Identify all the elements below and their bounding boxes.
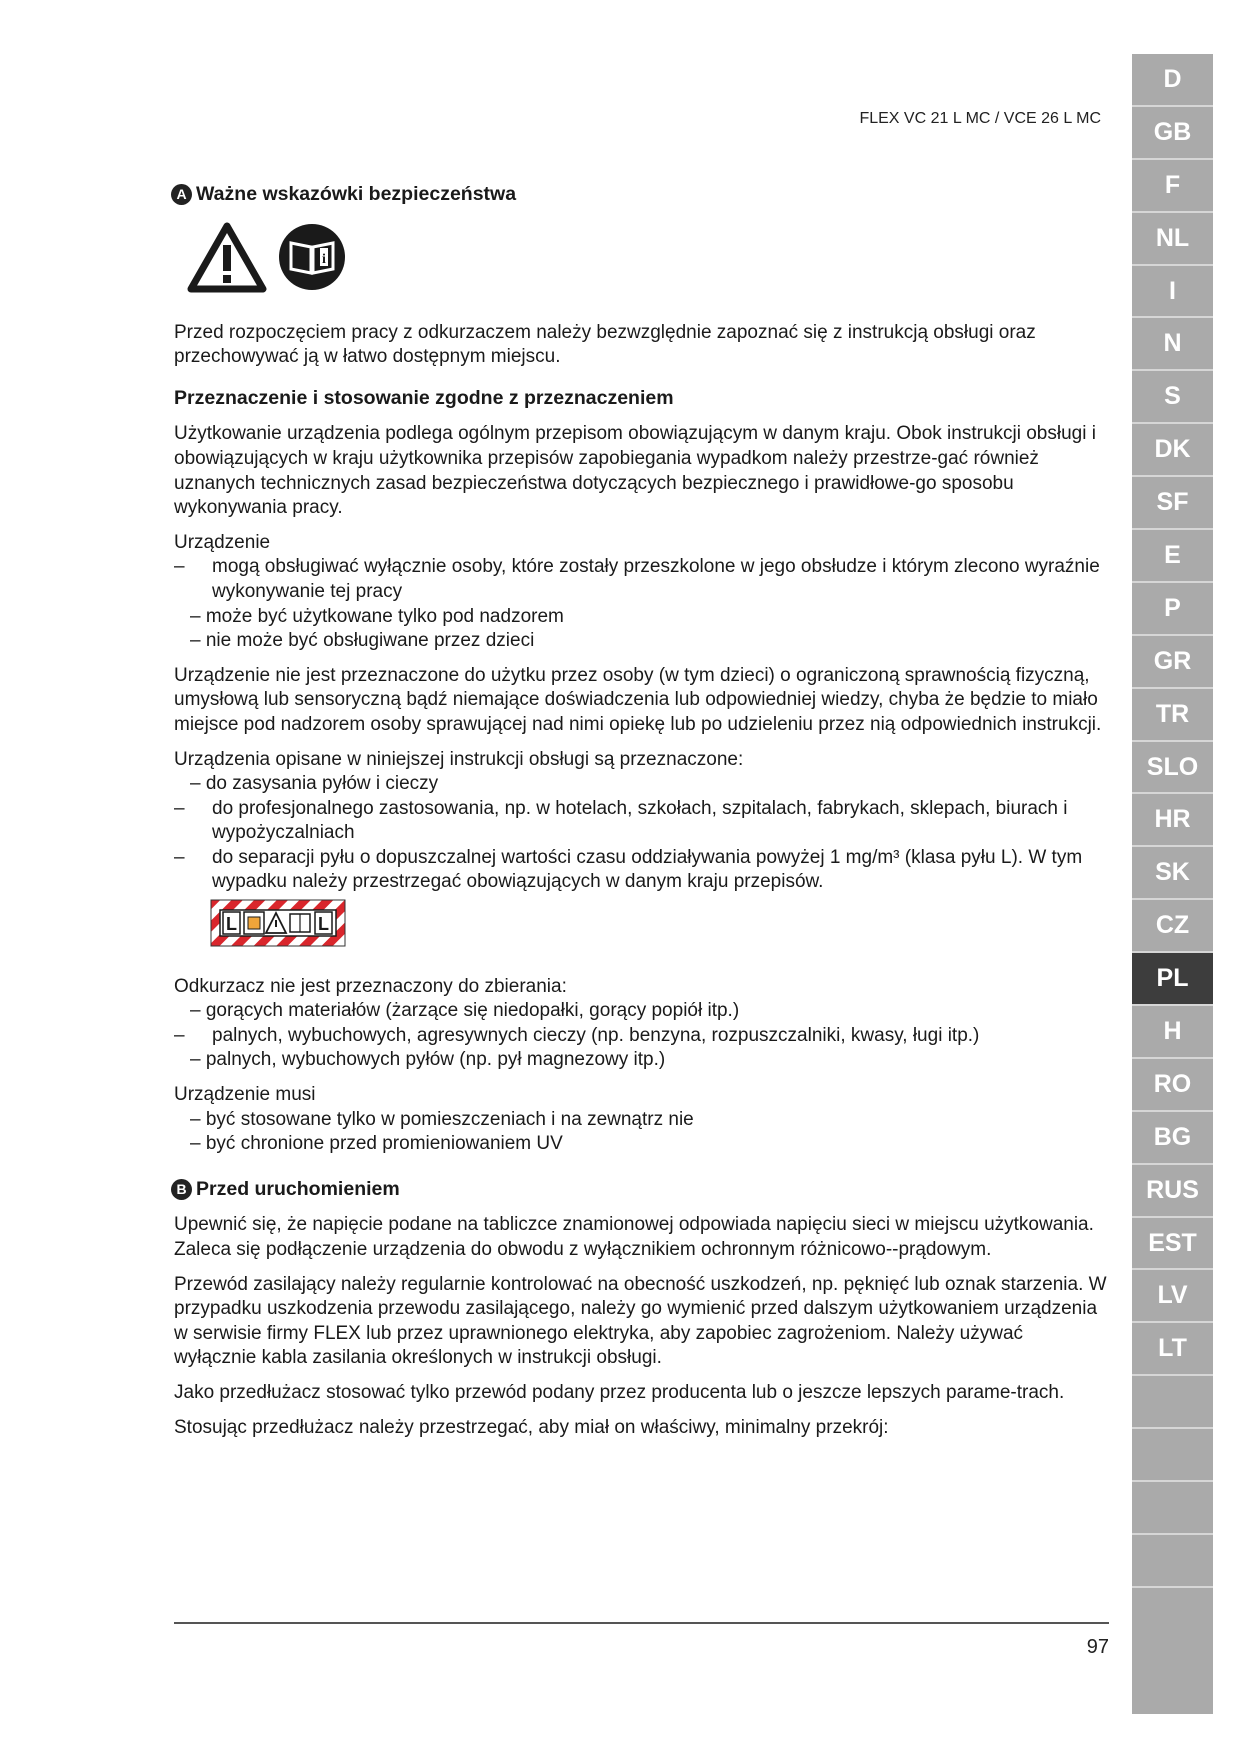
tab-lang-s[interactable]: S [1132,371,1213,424]
device-must [174,1083,1109,1157]
dust-class-letter-left: L [226,914,237,935]
intro-paragraph: Przed rozpoczęciem pracy z odkurzaczem należy bezwzględnie zapoznać się z instrukcją obsługi oraz przechowywać ją w łatwo dostępnym miejscu. [174,321,1036,368]
tab-lang-p[interactable]: P [1132,583,1213,636]
extension-cord-paragraph: Jako przedłużacz stosować tylko przewód podany przez producenta lub o jeszcze lepszych parame-trach. [174,1381,1065,1403]
main-content [174,182,1109,1450]
device-must-intro: Urządzenie musi [174,1084,316,1106]
section-a-title: Ważne wskazówki bezpieczeństwa [196,183,517,205]
list-item: – do profesjonalnego zastosowania, np. w hotelach, szkołach, szpitalach, fabrykach, sklepach, biurach i wypożyczalniach [174,797,1068,844]
tab-empty [1132,1376,1213,1429]
operator-requirements [174,531,1109,654]
tab-lang-n[interactable]: N [1132,318,1213,371]
dust-class-l-icon [210,899,346,947]
list-item: – być chronione przed promieniowaniem UV [190,1133,563,1155]
list-item: – palnych, wybuchowych, agresywnych cieczy (np. benzyna, rozpuszczalniki, kwasy, ługi itp.) [174,1024,980,1046]
tab-lang-tr[interactable]: TR [1132,689,1213,742]
tab-empty [1132,1429,1213,1482]
tab-lang-sf[interactable]: SF [1132,477,1213,530]
tab-lang-i[interactable]: I [1132,266,1213,319]
not-intended-uses [174,975,1109,1073]
tab-lang-dk[interactable]: DK [1132,424,1213,477]
tab-lang-d[interactable]: D [1132,54,1213,107]
tab-lang-est[interactable]: EST [1132,1218,1213,1271]
intended-uses [174,748,1109,896]
list-item: – palnych, wybuchowych pyłów (np. pył magnezowy itp.) [190,1049,666,1071]
page-number: 97 [1086,1636,1109,1658]
safety-icons [186,221,1109,293]
tab-lang-bg[interactable]: BG [1132,1112,1213,1165]
tab-lang-sk[interactable]: SK [1132,847,1213,900]
list-item: – mogą obsługiwać wyłącznie osoby, które zostały przeszkolone w jego obsłudze i którym zlecono wyraźnie wykonywanie tej pracy [174,556,1100,602]
tab-lang-cz[interactable]: CZ [1132,900,1213,953]
tab-lang-h[interactable]: H [1132,1006,1213,1059]
general-regulations-paragraph: Użytkowanie urządzenia podlega ogólnym przepisom obowiązującym w danym kraju. Obok instrukcji obsługi i obowiązujących w kraju użytkownika przepisów zapobiegania wypadkom należy przestrze-gać również uznanych technicznych zasad bezpieczeństwa dotyczących bezpiecznego i prawidłowe-go sposobu wykonywania pracy. [174,423,1096,519]
list-item: – do zasysania pyłów i cieczy [190,773,439,795]
section-a-heading [174,182,1109,207]
tab-lang-e[interactable]: E [1132,530,1213,583]
dust-class-l-label [210,899,1109,955]
restricted-persons-paragraph: Urządzenie nie jest przeznaczone do użytku przez osoby (w tym dzieci) o ograniczoną sprawnością fizyczną, umysłową lub sensoryczną bądź niemające doświadczenia lub odpowiedniej wiedzy, chyba że będzie to miało miejsce pod nadzorem osoby sprawującej nad nimi opiekę lub po udzieleniu przez nią odpowiednich instrukcji. [174,664,1102,735]
svg-text:i: i [322,251,326,267]
tab-lang-gb[interactable]: GB [1132,107,1213,160]
tab-empty [1132,1535,1213,1588]
list-item: – może być użytkowane tylko pod nadzorem [190,605,564,627]
voltage-paragraph: Upewnić się, że napięcie podane na tabliczce znamionowej odpowiada napięciu sieci w miejscu użytkowania. Zaleca się podłączenie urządzenia do obwodu z wyłącznikiem ochronnym różnicowo--prądowym. [174,1214,1094,1260]
section-a-badge: A [171,184,192,205]
not-intended-uses-intro: Odkurzacz nie jest przeznaczony do zbierania: [174,975,567,997]
list-item: – do separacji pyłu o dopuszczalnej wartości czasu oddziaływania powyżej 1 mg/m³ (klasa pyłu L). W tym wypadku należy przestrzegać obowiązujących w danym kraju przepisów. [174,846,1083,893]
section-b-heading [174,1177,1109,1202]
cross-section-paragraph: Stosując przedłużacz należy przestrzegać, aby miał on właściwy, minimalny przekrój: [174,1416,889,1438]
dust-class-letter-right: L [318,914,329,935]
tab-lang-ro[interactable]: RO [1132,1059,1213,1112]
intended-uses-intro: Urządzenia opisane w niniejszej instrukcji obsługi są przeznaczone: [174,748,744,770]
list-item: – gorących materiałów (żarzące się niedopałki, gorący popiół itp.) [190,1000,740,1022]
tab-lang-lv[interactable]: LV [1132,1270,1213,1323]
read-manual-icon [278,223,346,291]
language-tab-sidebar [1132,54,1213,1714]
tab-lang-pl[interactable]: PL [1132,953,1213,1006]
tab-empty [1132,1482,1213,1535]
tab-lang-nl[interactable]: NL [1132,213,1213,266]
power-cord-paragraph: Przewód zasilający należy regularnie kontrolować na obecność uszkodzeń, np. pęknięć lub oznak starzenia. W przypadku uszkodzenia przewodu zasilającego, należy go wymienić przed dalszym użytkowaniem urządzenia w serwisie firmy FLEX lub przez uprawnionego elektryka, aby zapobiec zagrożeniom. Należy używać wyłącznie kabla zasilania określonych w instrukcji obsługi. [174,1273,1107,1369]
section-b-badge: B [171,1179,192,1200]
list-item: – być stosowane tylko w pomieszczeniach i na zewnątrz nie [190,1108,694,1130]
tab-lang-f[interactable]: F [1132,160,1213,213]
tab-lang-gr[interactable]: GR [1132,636,1213,689]
tab-lang-slo[interactable]: SLO [1132,742,1213,795]
intended-use-heading: Przeznaczenie i stosowanie zgodne z przeznaczeniem [174,386,674,409]
footer-divider [174,1622,1109,1624]
tab-lang-lt[interactable]: LT [1132,1323,1213,1376]
tab-lang-hr[interactable]: HR [1132,794,1213,847]
warning-triangle-icon [186,221,268,293]
tab-lang-rus[interactable]: RUS [1132,1165,1213,1218]
list-item: – nie może być obsługiwane przez dzieci [190,630,535,652]
section-b-title: Przed uruchomieniem [196,1177,400,1200]
operator-requirements-intro: Urządzenie [174,531,271,553]
document-header: FLEX VC 21 L MC / VCE 26 L MC [859,110,1101,127]
